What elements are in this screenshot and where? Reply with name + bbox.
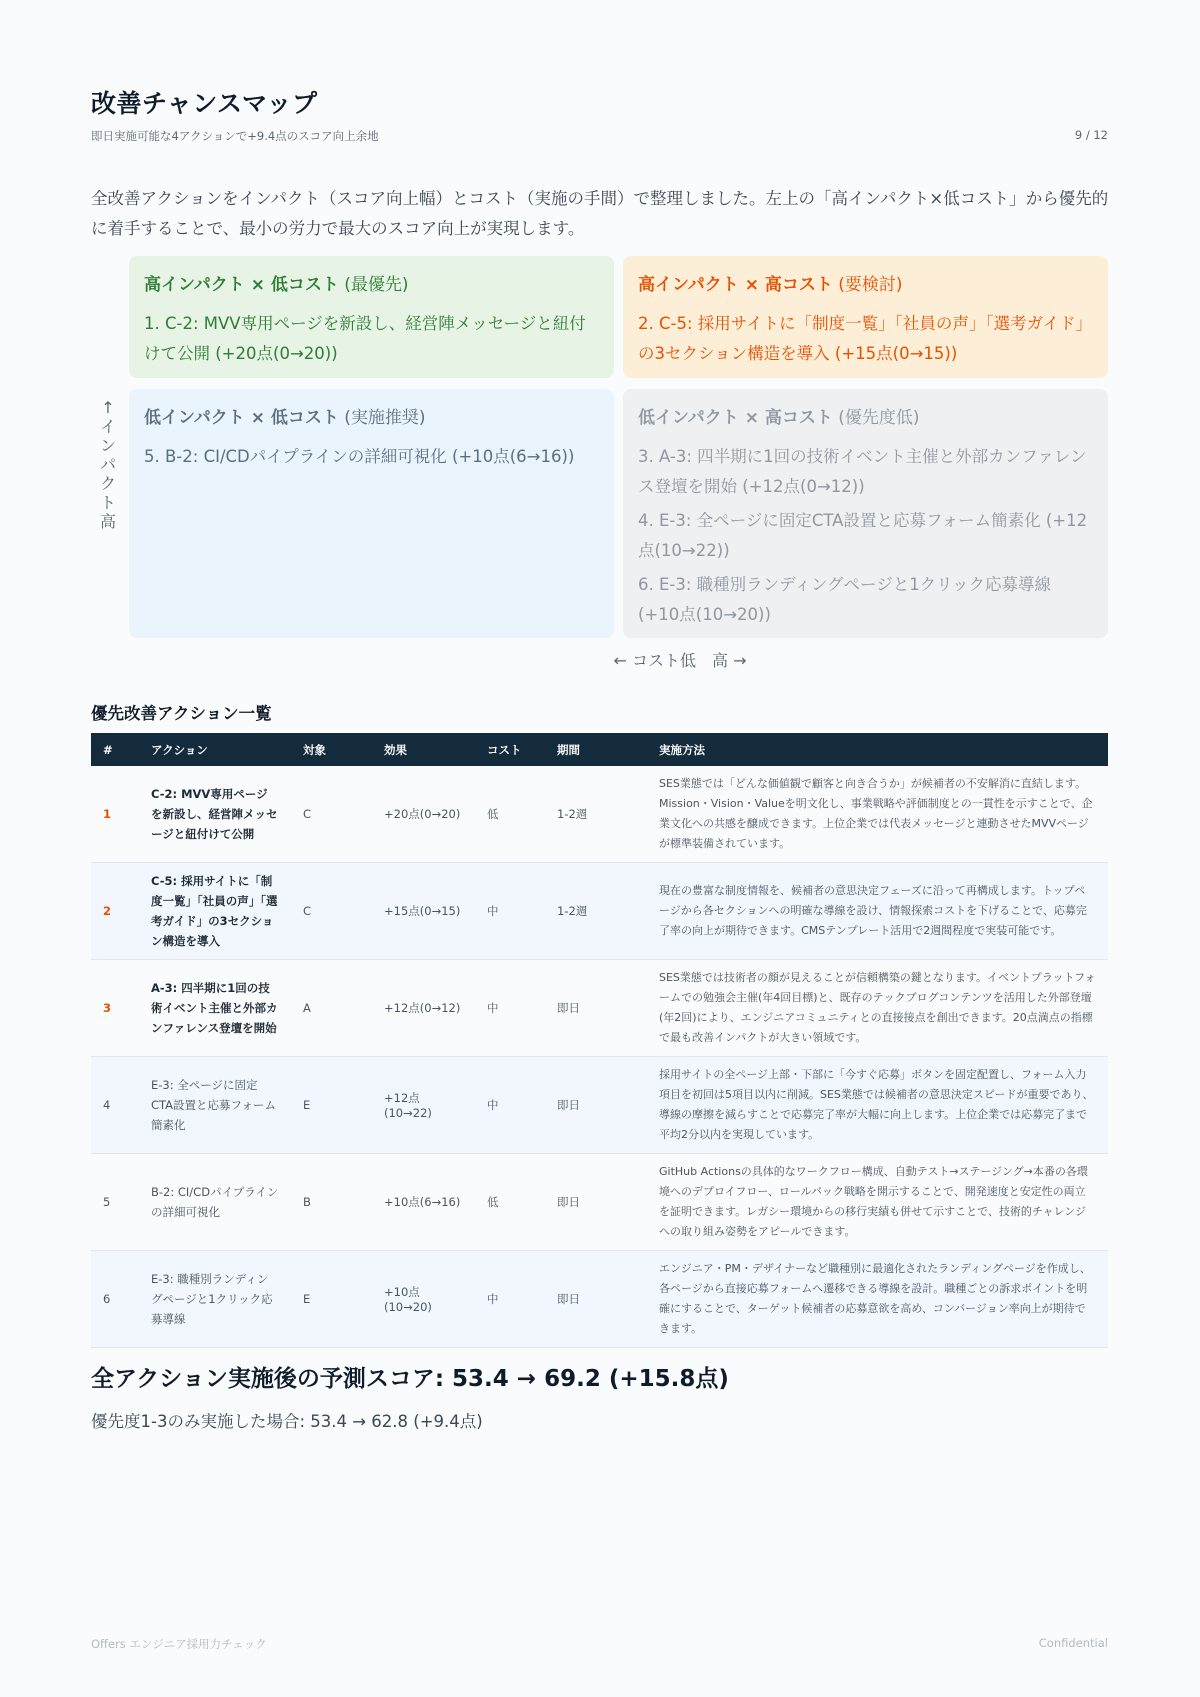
cost-cell: 中 <box>475 863 545 960</box>
table-row <box>91 1057 1108 1154</box>
y-axis-char: パ <box>99 455 116 474</box>
quadrant-item: 6. E-3: 職種別ランディングページと1クリック応募導線 (+10点(10→20)) <box>638 575 1052 624</box>
y-axis-char: ト <box>99 493 116 512</box>
quadrant-high-impact-high-cost <box>623 256 1108 378</box>
page-subtitle: 即日実施可能な4アクションで+9.4点のスコア向上余地 <box>91 129 379 143</box>
row-number: 2 <box>91 863 139 960</box>
quadrant-low-impact-high-cost <box>623 389 1108 638</box>
cost-cell: 中 <box>475 1057 545 1154</box>
quadrant-tag: (実施推奨) <box>344 408 426 428</box>
row-number: 4 <box>91 1057 139 1154</box>
y-axis-char: イ <box>99 417 116 436</box>
method-cell: SES業態では「どんな価値観で顧客と向き合うか」が候補者の不安解消に直結します。Mission・Vision・Valueを明文化し、事業戦略や評価制度との一貫性を示すことで、企業文化への共感を醸成できます。上位企業では代表メッセージと連動させたMVVページが標準装備されています。 <box>647 766 1108 863</box>
period-cell: 1-2週 <box>545 766 647 863</box>
cost-cell: 中 <box>475 960 545 1057</box>
table-row <box>91 766 1108 863</box>
table-row <box>91 1251 1108 1348</box>
method-cell: GitHub Actionsの具体的なワークフロー構成、自動テスト→ステージング→本番の各環境へのデプロイフロー、ロールバック戦略を開示することで、開発速度と安定性の両立を証明できます。レガシー環境からの移行実績も併せて示すことで、技術的チャレンジへの取り組み姿勢をアピールできます。 <box>647 1154 1108 1251</box>
method-cell: SES業態では技術者の顔が見えることが信頼構築の鍵となります。イベントプラットフォームでの勉強会主催(年4回目標)と、既存のテックブログコンテンツを活用した外部登壇(年2回)により、エンジニアコミュニティとの直接接点を創出できます。20点満点の指標で最も改善インパクトが大きい領域です。 <box>647 960 1108 1057</box>
quadrant-item: 3. A-3: 四半期に1回の技術イベント主催と外部カンファレンス登壇を開始 (+12点(0→12)) <box>638 447 1087 496</box>
action-name: C-5: 採用サイトに「制度一覧」「社員の声」「選考ガイド」の3セクション構造を導入 <box>139 863 291 960</box>
row-number: 6 <box>91 1251 139 1348</box>
y-axis-char: 高 <box>99 512 116 531</box>
y-axis-char: ↑ <box>101 398 115 417</box>
footer-confidential: Confidential <box>1038 1636 1108 1650</box>
table-row <box>91 863 1108 960</box>
row-number: 3 <box>91 960 139 1057</box>
period-cell: 即日 <box>545 1057 647 1154</box>
row-number: 5 <box>91 1154 139 1251</box>
quadrant-tag: (優先度低) <box>838 408 920 428</box>
effect-cell: +20点(0→20) <box>372 766 475 863</box>
action-name: E-3: 全ページに固定CTA設置と応募フォーム簡素化 <box>139 1057 291 1154</box>
period-cell: 即日 <box>545 1154 647 1251</box>
period-cell: 1-2週 <box>545 863 647 960</box>
table-row <box>91 960 1108 1057</box>
col-header-target: 対象 <box>291 733 372 766</box>
action-table <box>91 733 1108 1348</box>
quadrant-title: 低インパクト × 低コスト <box>144 408 339 428</box>
x-axis-label: ← コスト低 高 → <box>613 651 747 670</box>
table-row <box>91 1154 1108 1251</box>
effect-cell: +10点(10→20) <box>372 1251 475 1348</box>
col-header-effect: 効果 <box>372 733 475 766</box>
footer-brand: Offers エンジニア採用力チェック <box>91 1637 267 1651</box>
target-cell: C <box>291 766 372 863</box>
col-header-period: 期間 <box>545 733 647 766</box>
target-cell: B <box>291 1154 372 1251</box>
period-cell: 即日 <box>545 960 647 1057</box>
table-title: 優先改善アクション一覧 <box>91 704 272 723</box>
page-indicator: 9 / 12 <box>1074 128 1108 142</box>
quadrant-item: 5. B-2: CI/CDパイプラインの詳細可視化 (+10点(6→16)) <box>144 447 575 466</box>
intro-text: 全改善アクションをインパクト（スコア向上幅）とコスト（実施の手間）で整理しました。左上の「高インパクト×低コスト」から優先的に着手することで、最小の労力で最大のスコア向上が実現します。 <box>91 189 1109 238</box>
target-cell: A <box>291 960 372 1057</box>
table-header-row <box>91 733 1108 766</box>
quadrant-low-impact-low-cost <box>129 389 614 638</box>
cost-cell: 低 <box>475 1154 545 1251</box>
quadrant-title: 低インパクト × 高コスト <box>638 408 833 428</box>
action-name: C-2: MVV専用ページを新設し、経営陣メッセージと紐付けて公開 <box>139 766 291 863</box>
quadrant-item: 1. C-2: MVV専用ページを新設し、経営陣メッセージと紐付けて公開 (+20点(0→20)) <box>144 314 586 363</box>
row-number: 1 <box>91 766 139 863</box>
quadrant-title: 高インパクト × 低コスト <box>144 275 339 295</box>
col-header-cost: コスト <box>475 733 545 766</box>
summary-headline: 全アクション実施後の予測スコア: 53.4 → 69.2 (+15.8点) <box>91 1366 729 1392</box>
page-title: 改善チャンスマップ <box>91 89 318 118</box>
col-header-number: # <box>91 733 139 766</box>
summary-subtext: 優先度1-3のみ実施した場合: 53.4 → 62.8 (+9.4点) <box>91 1412 483 1431</box>
cost-cell: 低 <box>475 766 545 863</box>
effect-cell: +12点(0→12) <box>372 960 475 1057</box>
effect-cell: +15点(0→15) <box>372 863 475 960</box>
action-name: E-3: 職種別ランディングページと1クリック応募導線 <box>139 1251 291 1348</box>
target-cell: E <box>291 1057 372 1154</box>
y-axis-char: ン <box>99 436 116 455</box>
method-cell: 採用サイトの全ページ上部・下部に「今すぐ応募」ボタンを固定配置し、フォーム入力項目を初回は5項目以内に削減。SES業態では候補者の意思決定スピードが重要であり、導線の摩擦を減らすことで応募完了率が大幅に向上します。上位企業では応募完了まで平均2分以内を実現しています。 <box>647 1057 1108 1154</box>
method-cell: 現在の豊富な制度情報を、候補者の意思決定フェーズに沿って再構成します。トップページから各セクションへの明確な導線を設け、情報探索コストを下げることで、応募完了率の向上が期待できます。CMSテンプレート活用で2週間程度で実装可能です。 <box>647 863 1108 960</box>
quadrant-title: 高インパクト × 高コスト <box>638 275 833 295</box>
period-cell: 即日 <box>545 1251 647 1348</box>
quadrant-high-impact-low-cost <box>129 256 614 378</box>
effect-cell: +12点(10→22) <box>372 1057 475 1154</box>
quadrant-item: 2. C-5: 採用サイトに「制度一覧」「社員の声」「選考ガイド」の3セクション構造を導入 (+15点(0→15)) <box>638 314 1093 363</box>
action-name: B-2: CI/CDパイプラインの詳細可視化 <box>139 1154 291 1251</box>
effect-cell: +10点(6→16) <box>372 1154 475 1251</box>
col-header-action: アクション <box>139 733 291 766</box>
target-cell: C <box>291 863 372 960</box>
action-name: A-3: 四半期に1回の技術イベント主催と外部カンファレンス登壇を開始 <box>139 960 291 1057</box>
cost-cell: 中 <box>475 1251 545 1348</box>
method-cell: エンジニア・PM・デザイナーなど職種別に最適化されたランディングページを作成し、各ページから直接応募フォームへ遷移できる導線を設計。職種ごとの訴求ポイントを明確にすることで、ターゲット候補者の応募意欲を高め、コンバージョン率向上が期待できます。 <box>647 1251 1108 1348</box>
quadrant-item: 4. E-3: 全ページに固定CTA設置と応募フォーム簡素化 (+12点(10→22)) <box>638 511 1088 560</box>
quadrant-tag: (最優先) <box>344 275 409 295</box>
quadrant-tag: (要検討) <box>838 275 903 295</box>
target-cell: E <box>291 1251 372 1348</box>
y-axis-label <box>96 398 120 531</box>
col-header-method: 実施方法 <box>647 733 1108 766</box>
y-axis-char: ク <box>99 474 116 493</box>
